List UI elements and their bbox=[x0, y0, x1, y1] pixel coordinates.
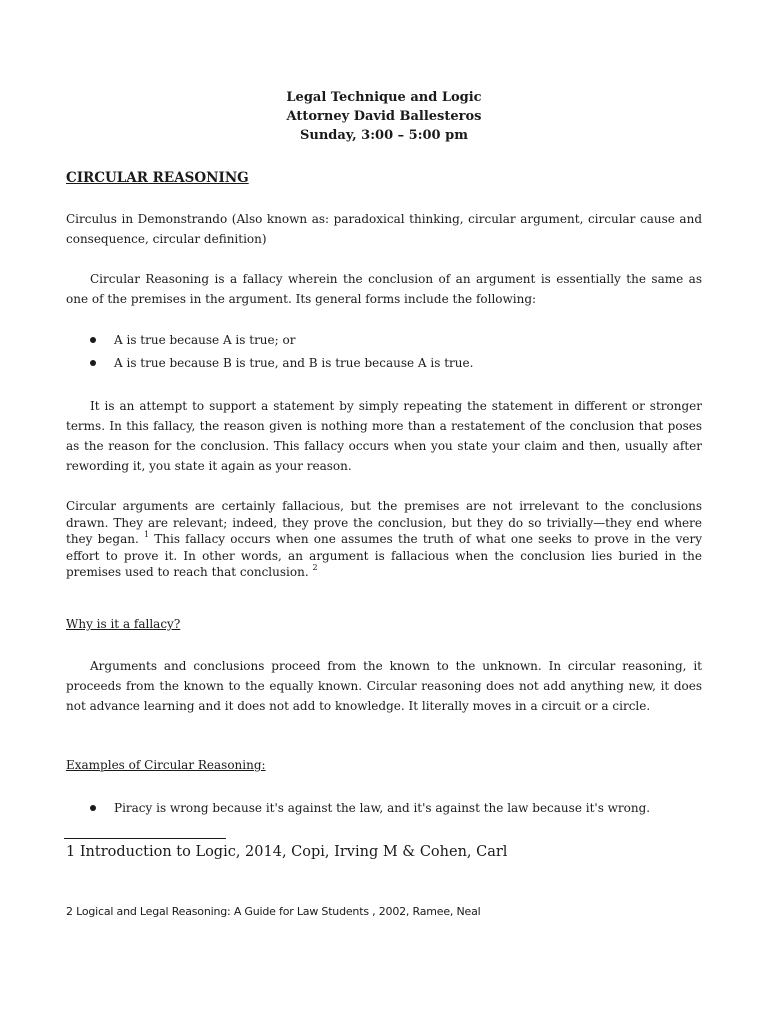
why-heading: Why is it a fallacy? bbox=[66, 617, 181, 631]
form-text: A is true because A is true; or bbox=[114, 333, 296, 347]
example-text: Piracy is wrong because it's against the law, and it's against the law because it's wrong. bbox=[114, 801, 651, 815]
fallacious-text-1: Circular arguments are certainly fallacious, but the premises are not irrelevant to the conclusions drawn. They are relevant; indeed, they prove the conclusion, but they do so trivially—they end where they began. bbox=[66, 499, 702, 546]
document-header bbox=[0, 88, 768, 145]
fallacious-paragraph bbox=[66, 498, 702, 581]
bullet-icon bbox=[90, 805, 96, 811]
footnote-2: 2 Logical and Legal Reasoning: A Guide for Law Students , 2002, Ramee, Neal bbox=[66, 905, 481, 918]
bullet-icon bbox=[90, 360, 96, 366]
definition-paragraph: Circular Reasoning is a fallacy wherein the conclusion of an argument is essentially the same as one of the premises in the argument. Its general forms include the following: bbox=[66, 272, 702, 306]
bullet-icon bbox=[90, 337, 96, 343]
footnote-divider bbox=[64, 838, 226, 839]
form-text: A is true because B is true, and B is true because A is true. bbox=[114, 356, 474, 370]
examples-heading: Examples of Circular Reasoning: bbox=[66, 758, 266, 772]
aka-paragraph: Circulus in Demonstrando (Also known as: paradoxical thinking, circular argument, circular cause and consequence, circular definition) bbox=[66, 212, 702, 246]
footnote-ref-1[interactable]: 1 bbox=[143, 530, 150, 539]
course-title: Legal Technique and Logic bbox=[286, 90, 482, 105]
instructor-name: Attorney David Ballesteros bbox=[286, 109, 482, 124]
class-schedule: Sunday, 3:00 – 5:00 pm bbox=[300, 128, 468, 143]
attempt-paragraph: It is an attempt to support a statement by simply repeating the statement in different or stronger terms. In this fallacy, the reason given is nothing more than a restatement of the conclusion that poses as the reason for the conclusion. This fallacy occurs when you state your claim and then, usually after rewording it, you state it again as your reason. bbox=[66, 399, 702, 473]
fallacious-text-2: This fallacy occurs when one assumes the truth of what one seeks to prove in the very effort to prove it. In other words, an argument is fallacious when the conclusion lies buried in the premises used to reach that conclusion. bbox=[66, 532, 702, 579]
why-paragraph: Arguments and conclusions proceed from the known to the unknown. In circular reasoning, it proceeds from the known to the equally known. Circular reasoning does not add anything new, it does not advance learning and it does not add to knowledge. It literally moves in a circuit or a circle. bbox=[66, 659, 702, 713]
footnote-ref-2[interactable]: 2 bbox=[312, 563, 318, 572]
section-title: CIRCULAR REASONING bbox=[66, 170, 249, 186]
footnote-1: 1 Introduction to Logic, 2014, Copi, Irving M & Cohen, Carl bbox=[66, 844, 508, 860]
